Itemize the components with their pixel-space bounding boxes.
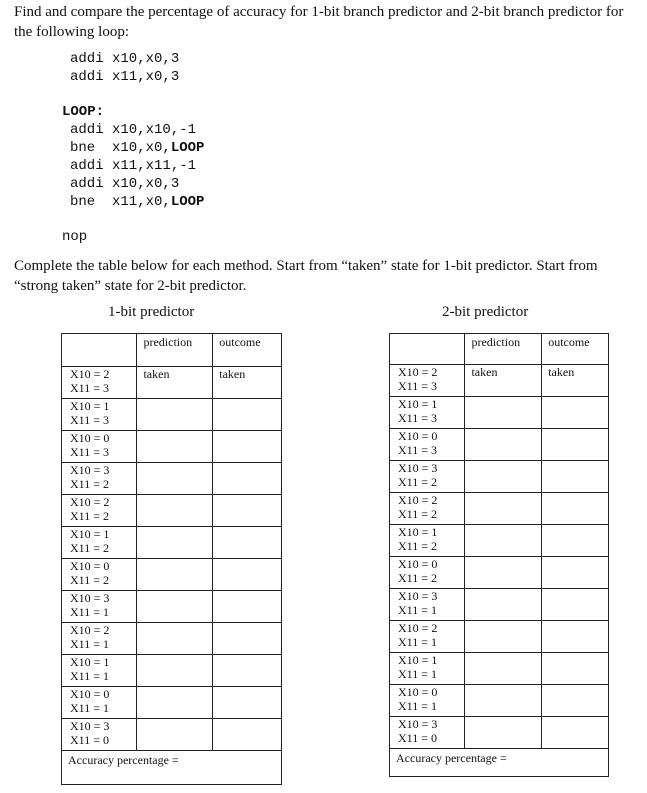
state-cell bbox=[62, 399, 137, 431]
state-cell bbox=[62, 527, 137, 559]
x10-value: X10 = 3 bbox=[70, 591, 110, 605]
outcome-cell[interactable] bbox=[542, 493, 609, 525]
x11-value: X11 = 2 bbox=[398, 475, 437, 489]
x10-value: X10 = 1 bbox=[398, 525, 438, 539]
state-cell bbox=[390, 365, 465, 397]
state-cell bbox=[62, 719, 137, 751]
x11-value: X11 = 3 bbox=[70, 445, 109, 459]
x11-value: X11 = 3 bbox=[398, 379, 437, 393]
x11-value: X11 = 1 bbox=[70, 669, 109, 683]
x10-value: X10 = 1 bbox=[70, 527, 110, 541]
prediction-cell[interactable]: taken bbox=[465, 365, 542, 397]
prediction-cell[interactable] bbox=[465, 621, 542, 653]
state-cell bbox=[390, 685, 465, 717]
state-cell bbox=[390, 653, 465, 685]
x10-value: X10 = 2 bbox=[70, 495, 110, 509]
code-init bbox=[70, 50, 179, 86]
code-line-init2: addi x11,x0,3 bbox=[70, 69, 180, 85]
outcome-cell[interactable] bbox=[542, 557, 609, 589]
outcome-cell[interactable] bbox=[542, 621, 609, 653]
x10-value: X10 = 1 bbox=[70, 399, 110, 413]
x10-value: X10 = 3 bbox=[70, 463, 110, 477]
outcome-cell[interactable] bbox=[213, 623, 282, 655]
loop-label: LOOP: bbox=[62, 104, 105, 120]
x11-value: X11 = 2 bbox=[70, 573, 109, 587]
table-row bbox=[390, 557, 609, 589]
x10-value: X10 = 0 bbox=[398, 429, 438, 443]
prediction-cell[interactable] bbox=[137, 591, 213, 623]
two-bit-predictor-table bbox=[389, 333, 609, 777]
table-row bbox=[390, 493, 609, 525]
x10-value: X10 = 2 bbox=[398, 493, 438, 507]
table-row bbox=[390, 461, 609, 493]
table-row bbox=[390, 429, 609, 461]
x11-value: X11 = 0 bbox=[70, 733, 109, 747]
x10-value: X10 = 0 bbox=[70, 431, 110, 445]
table-row bbox=[62, 623, 282, 655]
x11-value: X11 = 1 bbox=[398, 667, 437, 681]
code-nop: nop bbox=[62, 229, 88, 245]
one-bit-predictor-table bbox=[61, 333, 282, 785]
x10-value: X10 = 3 bbox=[398, 589, 438, 603]
table-row bbox=[62, 495, 282, 527]
x11-value: X11 = 1 bbox=[398, 635, 437, 649]
x10-value: X10 = 2 bbox=[398, 365, 438, 379]
x11-value: X11 = 2 bbox=[398, 571, 437, 585]
x10-value: X10 = 2 bbox=[70, 623, 110, 637]
x11-value: X11 = 2 bbox=[70, 541, 109, 555]
table-row bbox=[62, 431, 282, 463]
x11-value: X11 = 0 bbox=[398, 731, 437, 745]
x11-value: X11 = 1 bbox=[70, 605, 109, 619]
table-row bbox=[62, 719, 282, 751]
x11-value: X11 = 2 bbox=[398, 539, 437, 553]
x10-value: X10 = 2 bbox=[398, 621, 438, 635]
state-cell bbox=[390, 557, 465, 589]
code-line-5: bne x11,x0,LOOP bbox=[70, 194, 205, 210]
x10-value: X10 = 0 bbox=[70, 687, 110, 701]
x11-value: X11 = 2 bbox=[70, 509, 109, 523]
state-cell bbox=[390, 525, 465, 557]
prediction-cell[interactable] bbox=[137, 719, 213, 751]
accuracy-row bbox=[390, 749, 609, 777]
table-row bbox=[390, 365, 609, 397]
prediction-cell[interactable] bbox=[465, 461, 542, 493]
outcome-cell[interactable] bbox=[542, 397, 609, 429]
x10-value: X10 = 2 bbox=[70, 367, 110, 381]
state-cell bbox=[62, 591, 137, 623]
outcome-cell[interactable] bbox=[213, 559, 282, 591]
outcome-cell[interactable] bbox=[213, 655, 282, 687]
state-cell bbox=[62, 623, 137, 655]
prediction-cell[interactable] bbox=[137, 431, 213, 463]
code-line-1: addi x10,x10,-1 bbox=[70, 122, 197, 138]
x10-value: X10 = 1 bbox=[70, 655, 110, 669]
state-cell bbox=[390, 429, 465, 461]
table-row bbox=[62, 687, 282, 719]
x10-value: X10 = 1 bbox=[398, 397, 438, 411]
table-row bbox=[390, 621, 609, 653]
header-blank bbox=[390, 334, 465, 365]
header-prediction: prediction bbox=[137, 334, 213, 367]
x11-value: X11 = 2 bbox=[70, 477, 109, 491]
table-row bbox=[390, 525, 609, 557]
table-row bbox=[62, 399, 282, 431]
x11-value: X11 = 3 bbox=[398, 443, 437, 457]
x11-value: X11 = 1 bbox=[398, 699, 437, 713]
prediction-cell[interactable] bbox=[465, 429, 542, 461]
x10-value: X10 = 0 bbox=[398, 557, 438, 571]
prediction-cell[interactable] bbox=[465, 397, 542, 429]
table2-title: 2-bit predictor bbox=[442, 304, 529, 320]
intro-text: Find and compare the percentage of accuracy for 1-bit branch predictor and 2-bit branch predictor for the following loop: bbox=[14, 4, 624, 40]
state-cell bbox=[390, 621, 465, 653]
state-cell bbox=[62, 367, 137, 399]
prediction-cell[interactable] bbox=[465, 525, 542, 557]
table-row bbox=[390, 397, 609, 429]
code-loop-body bbox=[70, 121, 204, 211]
outcome-cell[interactable] bbox=[213, 431, 282, 463]
outcome-cell[interactable] bbox=[213, 591, 282, 623]
code-line-init1: addi x10,x0,3 bbox=[70, 51, 180, 67]
prediction-cell[interactable]: taken bbox=[137, 367, 213, 399]
x10-value: X10 = 1 bbox=[398, 653, 438, 667]
table-row bbox=[390, 717, 609, 749]
outcome-cell[interactable] bbox=[213, 463, 282, 495]
table-row bbox=[62, 591, 282, 623]
code-line-3: addi x11,x11,-1 bbox=[70, 158, 197, 174]
state-cell bbox=[62, 559, 137, 591]
state-cell bbox=[390, 397, 465, 429]
x11-value: X11 = 3 bbox=[70, 381, 109, 395]
prediction-cell[interactable] bbox=[465, 589, 542, 621]
table-row bbox=[390, 589, 609, 621]
prediction-cell[interactable] bbox=[465, 557, 542, 589]
x11-value: X11 = 1 bbox=[70, 637, 109, 651]
header-prediction: prediction bbox=[465, 334, 542, 365]
prediction-cell[interactable] bbox=[137, 655, 213, 687]
outcome-cell[interactable] bbox=[213, 719, 282, 751]
x11-value: X11 = 3 bbox=[398, 411, 437, 425]
outcome-cell[interactable] bbox=[542, 461, 609, 493]
state-cell bbox=[62, 687, 137, 719]
header-blank bbox=[62, 334, 137, 367]
prediction-cell[interactable] bbox=[137, 527, 213, 559]
table-row bbox=[390, 653, 609, 685]
outcome-cell[interactable] bbox=[213, 687, 282, 719]
prediction-cell[interactable] bbox=[465, 493, 542, 525]
outcome-cell[interactable] bbox=[213, 495, 282, 527]
table1-title: 1-bit predictor bbox=[108, 304, 195, 320]
outcome-cell[interactable] bbox=[542, 589, 609, 621]
prediction-cell[interactable] bbox=[465, 653, 542, 685]
table-row bbox=[62, 463, 282, 495]
header-outcome: outcome bbox=[542, 334, 609, 365]
x11-value: X11 = 1 bbox=[70, 701, 109, 715]
x10-value: X10 = 0 bbox=[398, 685, 438, 699]
x11-value: X11 = 2 bbox=[398, 507, 437, 521]
prediction-cell[interactable] bbox=[137, 687, 213, 719]
state-cell bbox=[390, 717, 465, 749]
table-row bbox=[62, 559, 282, 591]
accuracy-row bbox=[62, 751, 282, 785]
prediction-cell[interactable] bbox=[137, 463, 213, 495]
prediction-cell[interactable] bbox=[137, 623, 213, 655]
state-cell bbox=[390, 589, 465, 621]
outcome-cell[interactable]: taken bbox=[213, 367, 282, 399]
outcome-cell[interactable] bbox=[213, 399, 282, 431]
code-loop-label bbox=[62, 103, 104, 121]
table-row bbox=[62, 655, 282, 687]
header-outcome: outcome bbox=[213, 334, 282, 367]
prediction-cell[interactable] bbox=[137, 399, 213, 431]
prediction-cell[interactable] bbox=[137, 559, 213, 591]
prediction-cell[interactable] bbox=[465, 717, 542, 749]
x11-value: X11 = 3 bbox=[70, 413, 109, 427]
state-cell bbox=[390, 461, 465, 493]
x10-value: X10 = 3 bbox=[398, 717, 438, 731]
state-cell bbox=[390, 493, 465, 525]
outcome-cell[interactable] bbox=[213, 527, 282, 559]
code-line-4: addi x10,x0,3 bbox=[70, 176, 180, 192]
outcome-cell[interactable] bbox=[542, 653, 609, 685]
state-cell bbox=[62, 431, 137, 463]
code-line-2: bne x10,x0,LOOP bbox=[70, 140, 205, 156]
table-row bbox=[62, 367, 282, 399]
prediction-cell[interactable] bbox=[137, 495, 213, 527]
instructions-text: Complete the table below for each method. Start from “taken” state for 1-bit predictor. Start from “strong taken” state for 2-bit predictor. bbox=[14, 258, 598, 294]
x11-value: X11 = 1 bbox=[398, 603, 437, 617]
state-cell bbox=[62, 495, 137, 527]
table-header-row bbox=[390, 334, 609, 365]
x10-value: X10 = 3 bbox=[398, 461, 438, 475]
outcome-cell[interactable]: taken bbox=[542, 365, 609, 397]
table-row bbox=[62, 527, 282, 559]
outcome-cell[interactable] bbox=[542, 525, 609, 557]
table-row bbox=[390, 685, 609, 717]
x10-value: X10 = 3 bbox=[70, 719, 110, 733]
state-cell bbox=[62, 655, 137, 687]
accuracy-label: Accuracy percentage = bbox=[62, 751, 282, 785]
accuracy-label: Accuracy percentage = bbox=[390, 749, 609, 777]
outcome-cell[interactable] bbox=[542, 685, 609, 717]
state-cell bbox=[62, 463, 137, 495]
prediction-cell[interactable] bbox=[465, 685, 542, 717]
outcome-cell[interactable] bbox=[542, 717, 609, 749]
x10-value: X10 = 0 bbox=[70, 559, 110, 573]
table-header-row bbox=[62, 334, 282, 367]
outcome-cell[interactable] bbox=[542, 429, 609, 461]
